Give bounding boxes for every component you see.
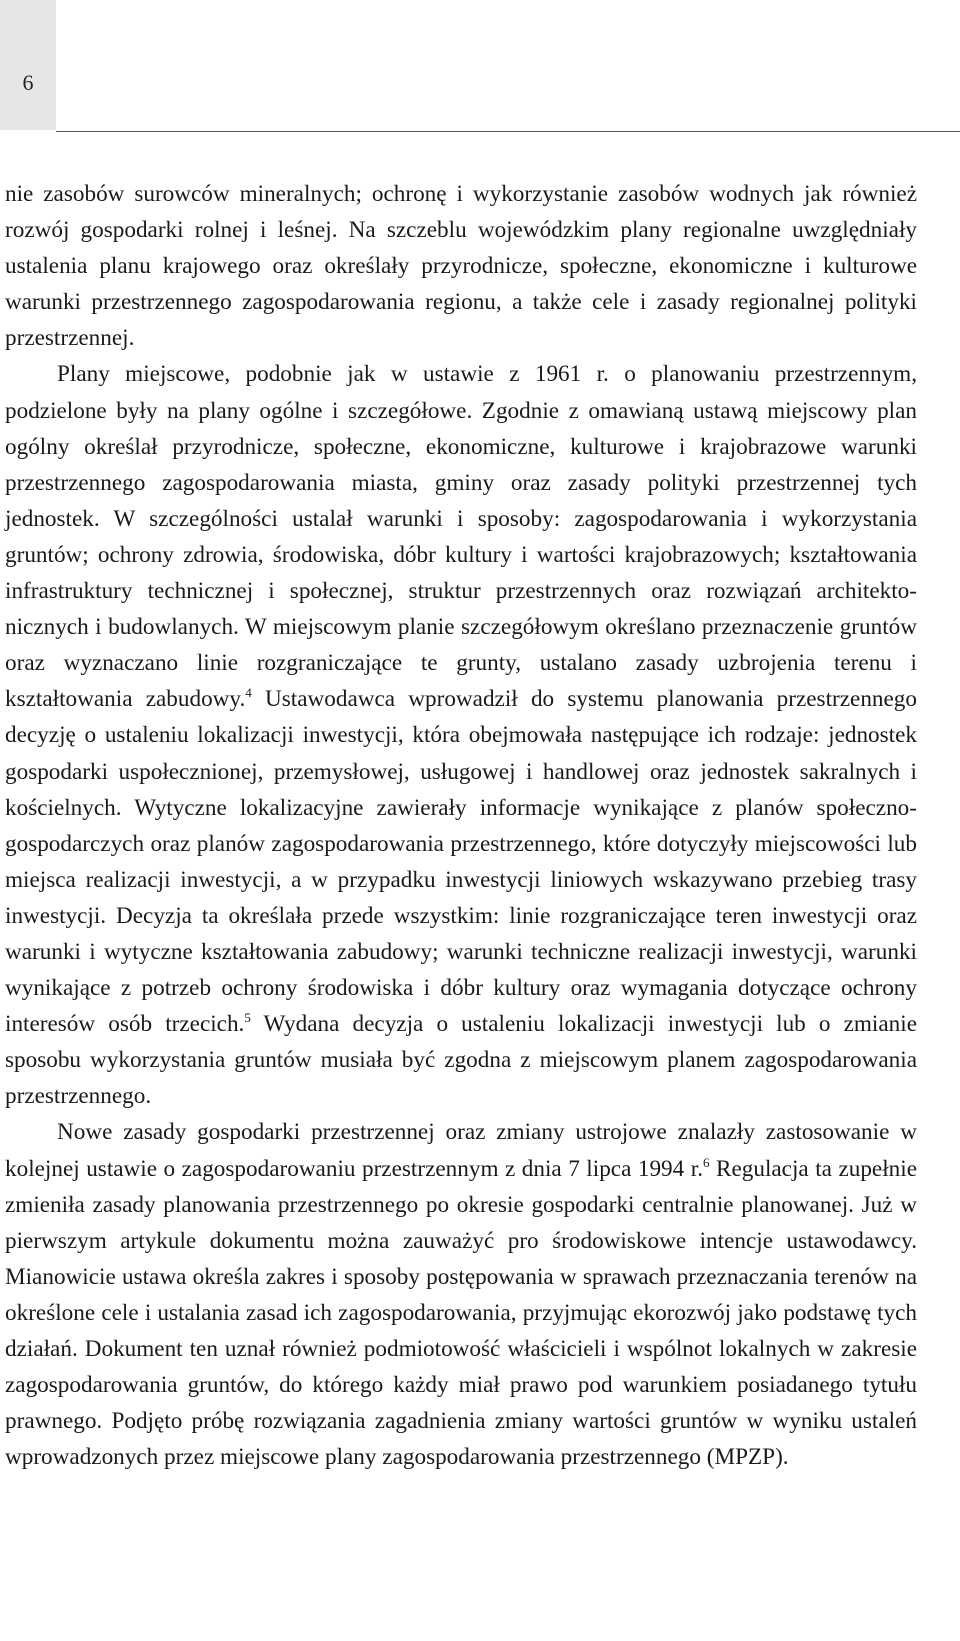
paragraph-2-text-c: Wydana decyzja o ustaleniu lokalizacji inwestycji lub o zmianie sposobu wykorzystania gruntów musiała być zgodna z miejscowym planem zagospodarowania przestrzennego. (5, 1011, 917, 1110)
footnote-ref-4: 4 (245, 685, 252, 701)
paragraph-1-text: nie zasobów surowców mineralnych; ochronę i wykorzystanie zasobów wodnych jak również rozwój gospodarki rolnej i leśnej. Na szczeblu wojewódzkim plany regionalne uwzględniały ustalenia planu krajowego oraz określały przyrodnicze, społeczne, ekonomiczne i kulturowe warunki przestrzennego zagospodarowania regionu, a także cele i zasady regionalnej polityki przestrzennej. (5, 181, 917, 352)
paragraph-2-text-a: Plany miejscowe, podobnie jak w ustawie z 1961 r. o planowaniu przestrzennym, podzielone były na plany ogólne i szczegółowe. Zgodnie z omawianą ustawą miejscowy plan ogólny określał przyrodnicze, społeczne, ekonomiczne, kulturowe i krajobrazowe warunki przestrzennego zagospodarowania miasta, gminy oraz zasady polityki przestrzennej tych jednostek. W szczególności ustalał warunki i sposoby: zagospodarowania i wykorzystania gruntów; ochrony zdrowia, środowiska, dóbr kultury i wartości krajobrazowych; kształtowania infrastruktury technicznej i społecznej, struktur przestrzennych oraz rozwiązań architektonicznych i budowlanych. W miejscowym planie szczegółowym określano przeznaczenie gruntów oraz wyznaczano linie rozgraniczające te grunty, ustalano zasady uzbrojenia terenu i kształtowania zabudowy. (5, 361, 917, 713)
paragraph-2-text-b: Ustawodawca wprowadził do systemu planowania przestrzennego decyzję o ustaleniu lokalizacji inwestycji, która obejmowała następujące ich rodzaje: jednostek gospodarki uspołecznionej, przemysłowej, usługowej i handlowej oraz jednostek sakralnych i kościelnych. Wytyczne lokalizacyjne zawierały informacje wynikające z planów społecznogospodarczych oraz planów zagospodarowania przestrzennego, które dotyczyły miejscowości lub miejsca realizacji inwestycji, a w przypadku inwestycji liniowych wskazywano przebieg trasy inwestycji. Decyzja ta określała przede wszystkim: linie rozgraniczające teren inwestycji oraz warunki i wytyczne kształtowania zabudowy; warunki techniczne realizacji inwestycji, warunki wynikające z potrzeb ochrony środowiska i dóbr kultury oraz wymagania dotyczące ochrony interesów osób trzecich. (5, 686, 917, 1038)
paragraph-3 (5, 1114, 917, 1475)
footnote-ref-6: 6 (703, 1154, 710, 1170)
page-number-tab (0, 0, 56, 130)
page-number: 6 (22, 70, 34, 95)
paragraph-2 (5, 356, 917, 1114)
body-text (5, 176, 917, 1475)
paragraph-3-text-a: Nowe zasady gospodarki przestrzennej oraz zmiany ustrojowe znalazły zastosowanie w kolejnej ustawie o zagospodarowaniu przestrzennym z dnia 7 lipca 1994 r. (5, 1119, 917, 1182)
paragraph-3-text-b: Regulacja ta zupełnie zmieniła zasady planowania przestrzennego po okresie gospodarki centralnie planowanej. Już w pierwszym artykule dokumentu można zauważyć pro środowiskowe intencje ustawodawcy. Mianowicie ustawa określa zakres i sposoby postępowania w sprawach przeznaczania terenów na określone cele i ustalania zasad ich zagospodarowania, przyjmując ekorozwój jako podstawę tych działań. Dokument ten uznał również podmiotowość właścicieli i wspólnot lokalnych w zakresie zagospodarowania gruntów, do którego każdy miał prawo pod warunkiem posiadanego tytułu prawnego. Podjęto próbę rozwiązania zagadnienia zmiany wartości gruntów w wyniku ustaleń wprowadzonych przez miejscowe plany zagospodarowania przestrzennego (MPZP). (5, 1155, 917, 1471)
header-rule (56, 131, 960, 132)
footnote-ref-5: 5 (244, 1010, 251, 1026)
paragraph-1 (5, 176, 917, 356)
